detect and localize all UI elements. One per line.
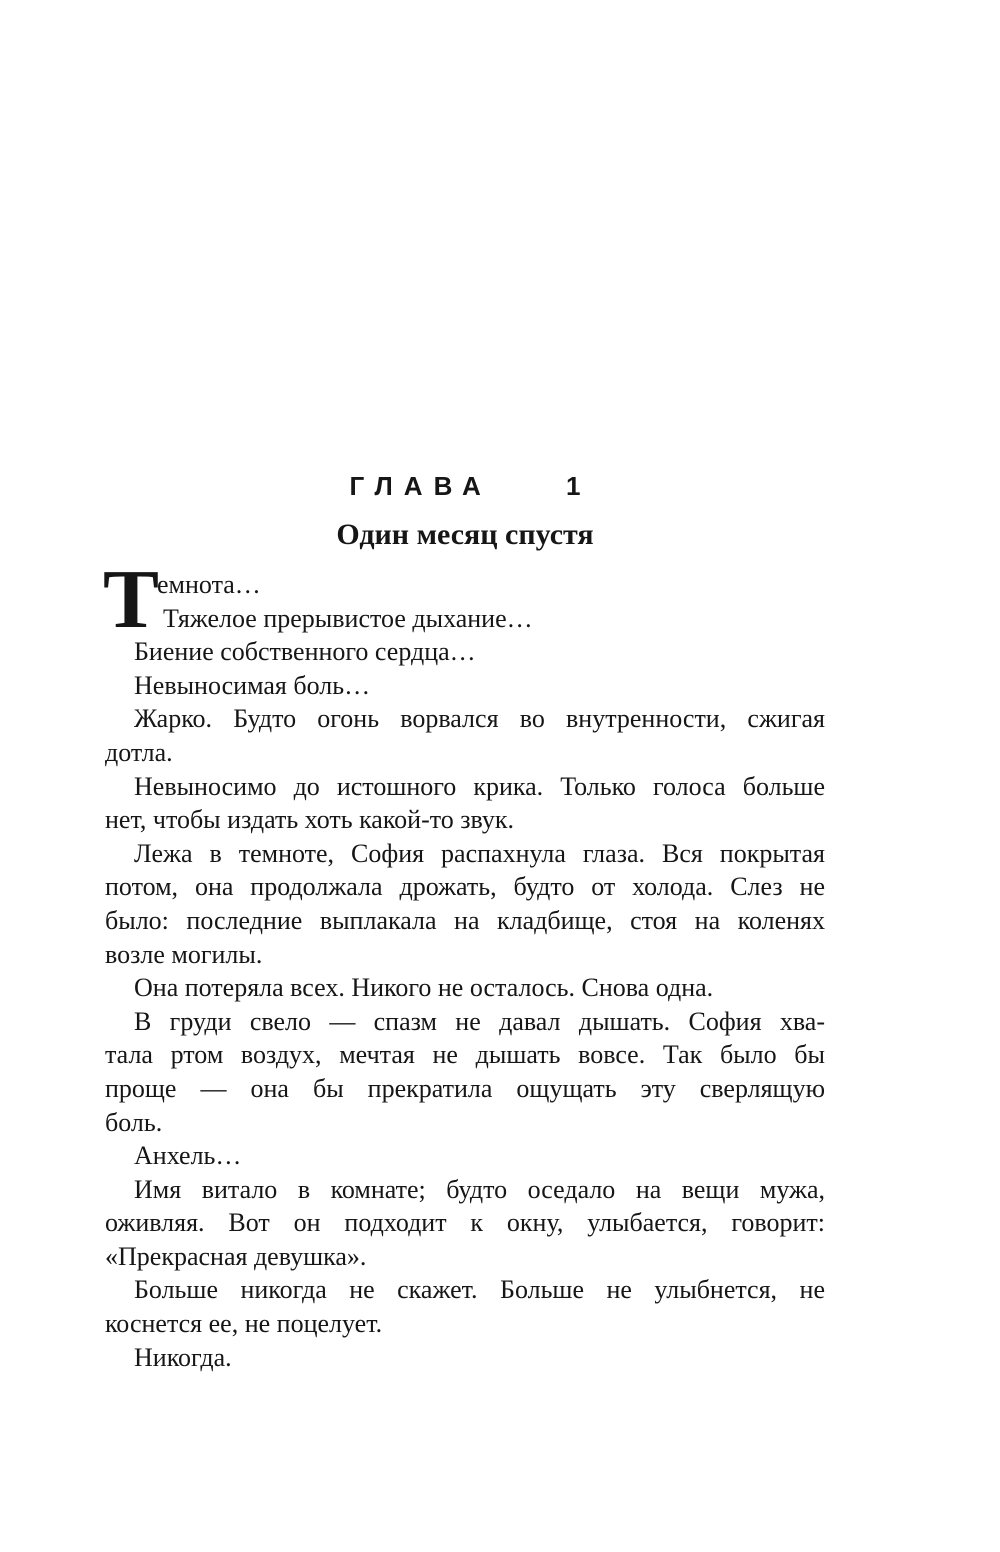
text-line: Тяжелое прерывистое дыхание…	[163, 603, 533, 633]
text-line: Невыносимая боль…	[134, 670, 371, 700]
body-text	[103, 553, 825, 1374]
text-line: Никогда.	[134, 1342, 232, 1372]
paragraph	[105, 770, 825, 837]
text-line: проще — она бы прекратила ощущать эту сверлящую	[105, 1073, 825, 1103]
text-line: Она потеряла всех. Никого не осталось. Снова одна.	[134, 973, 714, 1003]
text-line: Больше никогда не скажет. Больше не улыбнется, не	[134, 1275, 825, 1305]
page-content	[105, 0, 825, 1374]
paragraph	[105, 837, 825, 971]
drop-cap-letter	[103, 553, 160, 646]
text-line: потом, она продолжала дрожать, будто от холода. Слез не	[105, 872, 825, 902]
paragraph	[105, 1005, 825, 1139]
text-line: тала ртом воздух, мечтая не дышать вовсе. Так было бы	[105, 1040, 825, 1070]
text-line: Имя витало в комнате; будто оседало на вещи мужа,	[134, 1174, 825, 1204]
text-line: Биение собственного сердца…	[134, 637, 476, 667]
text-line: емнота…	[157, 570, 261, 599]
text-line: боль.	[105, 1107, 163, 1137]
text-line: коснется ее, не поцелует.	[105, 1309, 383, 1339]
paragraph	[105, 971, 825, 1005]
text-line: Жарко. Будто огонь ворвался во внутренности, сжигая	[134, 704, 825, 734]
text-line: В груди свело — спазм не давал дышать. София хва-	[134, 1006, 825, 1036]
drop-cap-glyph: Т	[103, 553, 160, 646]
paragraph	[105, 669, 825, 703]
paragraph	[105, 1273, 825, 1340]
text-line: Невыносимо до истошного крика. Только голоса больше	[134, 771, 825, 801]
text-line: Лежа в темноте, София распахнула глаза. Вся покрытая	[134, 838, 825, 868]
text-line: было: последние выплакала на кладбище, стоя на коленях	[105, 905, 825, 935]
text-line: возле могилы.	[105, 939, 263, 969]
chapter-subtitle: Один месяц спустя	[336, 518, 594, 551]
paragraph	[105, 1139, 825, 1173]
chapter-heading: ГЛАВА 1	[349, 471, 592, 501]
paragraph	[105, 602, 825, 636]
paragraph	[105, 1173, 825, 1274]
text-line: оживляя. Вот он подходит к окну, улыбается, говорит:	[105, 1208, 825, 1238]
text-line: Анхель…	[134, 1141, 242, 1171]
text-line: «Прекрасная девушка».	[105, 1241, 367, 1271]
paragraph	[105, 702, 825, 769]
paragraph	[105, 635, 825, 669]
text-line: дотла.	[105, 737, 173, 767]
paragraph	[105, 1341, 825, 1375]
text-line: нет, чтобы издать хоть какой-то звук.	[105, 805, 515, 835]
